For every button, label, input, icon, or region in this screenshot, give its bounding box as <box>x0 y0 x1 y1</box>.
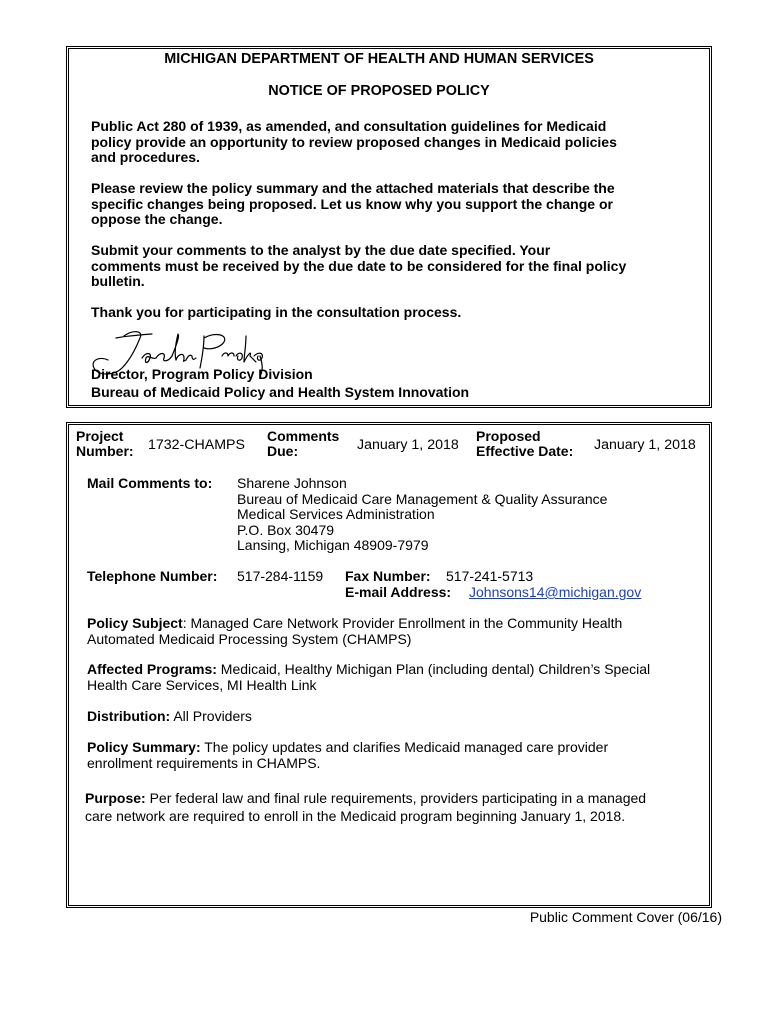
purpose: Purpose: Per federal law and final rule requirements, providers participating in a managed care network are required to enroll in the Medicaid program beginning January 1, 2018. <box>85 790 647 824</box>
purpose-label: Purpose: <box>85 790 146 806</box>
policy-subject: Policy Subject: Managed Care Network Provider Enrollment in the Community Health Automated Medicaid Processing System (CHAMPS) <box>87 615 623 647</box>
project-number-value: 1732-CHAMPS <box>148 437 245 453</box>
affected-programs-label: Affected Programs: <box>87 661 217 677</box>
telephone-label: Telephone Number: <box>87 568 218 584</box>
email-link[interactable]: Johnsons14@michigan.gov <box>469 584 642 600</box>
mail-address: Sharene Johnson Bureau of Medicaid Care Management & Quality Assurance Medical Services Administration P.O. Box 30479 Lansing, Michigan 48909-7979 <box>237 475 608 553</box>
comments-due-label: Comments Due: <box>267 428 340 459</box>
project-number-label: Project Number: <box>76 428 134 459</box>
intro-paragraph-2: Please review the policy summary and the attached materials that describe the specific changes being proposed. Let us know why you support the change or oppose the change. <box>91 180 615 228</box>
effective-date-value: January 1, 2018 <box>594 437 696 453</box>
mail-comments-label: Mail Comments to: <box>87 475 213 491</box>
policy-summary-label: Policy Summary: <box>87 739 201 755</box>
policy-summary: Policy Summary: The policy updates and clarifies Medicaid managed care provider enrollment requirements in CHAMPS. <box>87 739 609 771</box>
mail-recipient: Sharene Johnson <box>237 475 347 491</box>
distribution: Distribution: All Providers <box>87 708 252 724</box>
effective-date-label: Proposed Effective Date: <box>476 428 574 459</box>
policy-subject-label: Policy Subject <box>87 615 183 631</box>
bureau-name: Bureau of Medicaid Policy and Health System Innovation <box>91 383 470 400</box>
fax-label: Fax Number: <box>345 568 431 584</box>
notice-title: NOTICE OF PROPOSED POLICY <box>268 83 490 99</box>
director-title: Director, Program Policy Division <box>91 366 313 382</box>
affected-programs: Affected Programs: Medicaid, Healthy Michigan Plan (including dental) Children’s Special Health Care Services, MI Health Link <box>87 661 651 693</box>
fax-value: 517-241-5713 <box>446 568 534 584</box>
intro-paragraph-3: Submit your comments to the analyst by the due date specified. Your comments must be received by the due date to be considered for the final policy bulletin. <box>91 242 627 290</box>
form-id: Public Comment Cover (06/16) <box>529 909 722 925</box>
intro-paragraph-1: Public Act 280 of 1939, as amended, and consultation guidelines for Medicaid policy provide an opportunity to review proposed changes in Medicaid policies and procedures. <box>91 118 617 166</box>
distribution-label: Distribution: <box>87 708 171 724</box>
department-heading: MICHIGAN DEPARTMENT OF HEALTH AND HUMAN SERVICES <box>164 51 594 67</box>
thanks-line: Thank you for participating in the consultation process. <box>91 304 462 320</box>
signature-block <box>91 367 691 400</box>
telephone-value: 517-284-1159 <box>237 568 324 584</box>
email-label: E-mail Address: <box>345 584 452 600</box>
comments-due-value: January 1, 2018 <box>357 437 459 453</box>
